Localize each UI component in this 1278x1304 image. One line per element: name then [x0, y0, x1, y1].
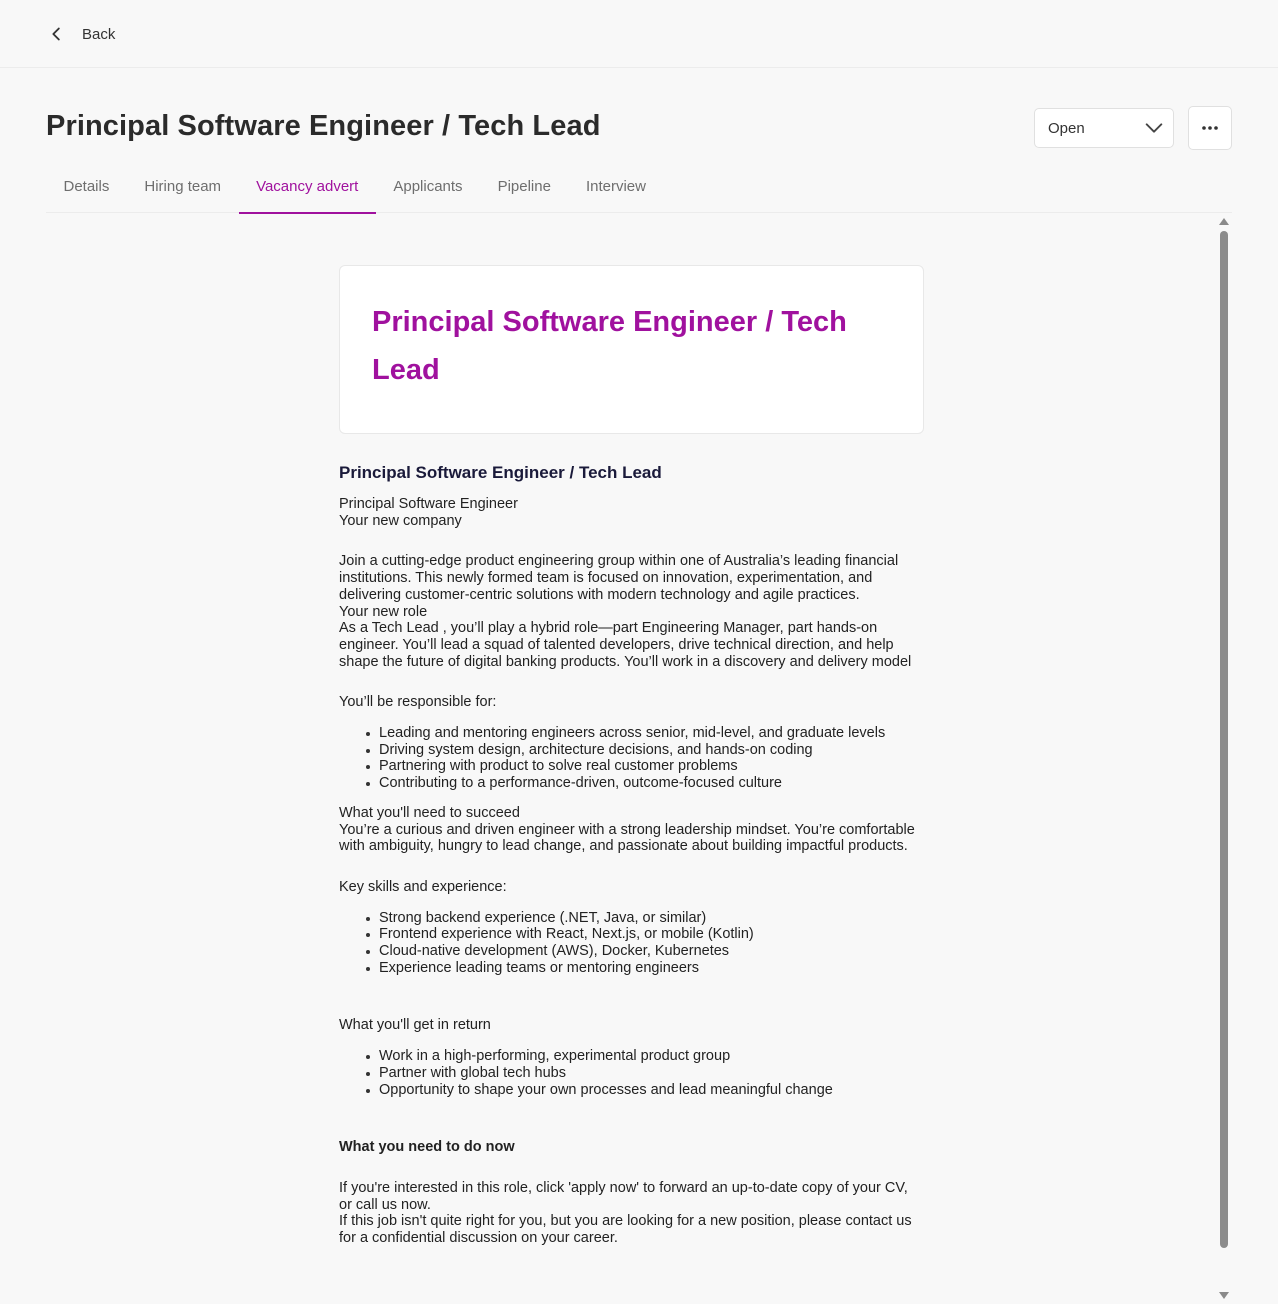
todo-heading: What you need to do now: [339, 1139, 515, 1156]
chevron-down-icon: [1143, 117, 1165, 139]
skills-heading: Key skills and experience:: [339, 878, 507, 895]
tab-pipeline[interactable]: Pipeline: [497, 178, 551, 195]
scrollbar-thumb[interactable]: [1220, 231, 1228, 1248]
advert-heading: Principal Software Engineer / Tech Lead: [339, 463, 662, 482]
advert-company-text: Join a cutting-edge product engineering group within one of Australia’s leading financial institutions. This newly formed team is focused on innovation, experimentation, and delivering customer-centric solutions with modern technology and agile practices. Your new role As a Tech Lead , you’ll play a hybrid role—part Engineering Manager, part hands-on engineer. You’ll lead a squad of talented developers, drive technical direction, and help shape the future of digital banking products. You’ll work in a discovery and delivery model: [339, 553, 912, 670]
list-item: Strong backend experience (.NET, Java, or similar): [363, 910, 924, 927]
list-item: Leading and mentoring engineers across senior, mid-level, and graduate levels: [363, 725, 924, 742]
advert-hero-title: Principal Software Engineer / Tech Lead: [372, 306, 847, 386]
more-horizontal-icon: [1200, 125, 1220, 131]
list-item: Frontend experience with React, Next.js, or mobile (Kotlin): [363, 926, 924, 943]
vertical-scrollbar[interactable]: [1216, 214, 1232, 1304]
advert-hero-card: [339, 265, 924, 434]
skills-list: [339, 910, 924, 977]
vacancy-advert: [339, 265, 924, 1247]
list-item: Driving system design, architecture decisions, and hands-on coding: [363, 742, 924, 759]
responsibilities-heading: You’ll be responsible for:: [339, 694, 497, 711]
scroll-up-arrow-icon[interactable]: [1219, 218, 1229, 225]
scroll-down-arrow-icon[interactable]: [1219, 1292, 1229, 1299]
top-bar: [0, 0, 1278, 68]
tab-details[interactable]: Details: [63, 178, 110, 195]
tab-vacancy-advert[interactable]: Vacancy advert: [239, 160, 376, 213]
back-label: Back: [82, 25, 116, 43]
chevron-left-icon: [46, 23, 68, 45]
tab-applicants[interactable]: Applicants: [393, 178, 463, 195]
tab-hiring-team[interactable]: Hiring team: [144, 178, 222, 195]
list-item: Partnering with product to solve real customer problems: [363, 758, 924, 775]
tab-bar: [46, 160, 1232, 213]
tab-interview[interactable]: Interview: [585, 178, 646, 195]
status-dropdown[interactable]: [1034, 108, 1174, 148]
list-item: Work in a high-performing, experimental product group: [363, 1048, 924, 1065]
responsibilities-list: [339, 725, 924, 792]
advert-intro: Principal Software Engineer Your new company: [339, 496, 518, 529]
list-item: Experience leading teams or mentoring engineers: [363, 960, 924, 977]
status-value: Open: [1048, 119, 1085, 137]
return-heading: What you'll get in return: [339, 1017, 491, 1034]
list-item: Opportunity to shape your own processes and lead meaningful change: [363, 1082, 924, 1099]
list-item: Cloud-native development (AWS), Docker, Kubernetes: [363, 943, 924, 960]
list-item: Partner with global tech hubs: [363, 1065, 924, 1082]
more-options-button[interactable]: [1188, 106, 1232, 150]
back-button[interactable]: [46, 22, 115, 46]
page-title: Principal Software Engineer / Tech Lead: [46, 110, 601, 142]
returns-list: [339, 1048, 924, 1098]
list-item: Contributing to a performance-driven, outcome-focused culture: [363, 775, 924, 792]
advert-succeed-text: What you'll need to succeed You’re a curious and driven engineer with a strong leadership mindset. You’re comfortable with ambiguity, hungry to lead change, and passionate about building impactful products.: [339, 804, 915, 855]
advert-todo-text: If you're interested in this role, click 'apply now' to forward an up-to-date copy of your CV, or call us now. If this job isn't quite right for you, but you are looking for a new position, please contact us for a confidential discussion on your career.: [339, 1179, 912, 1247]
